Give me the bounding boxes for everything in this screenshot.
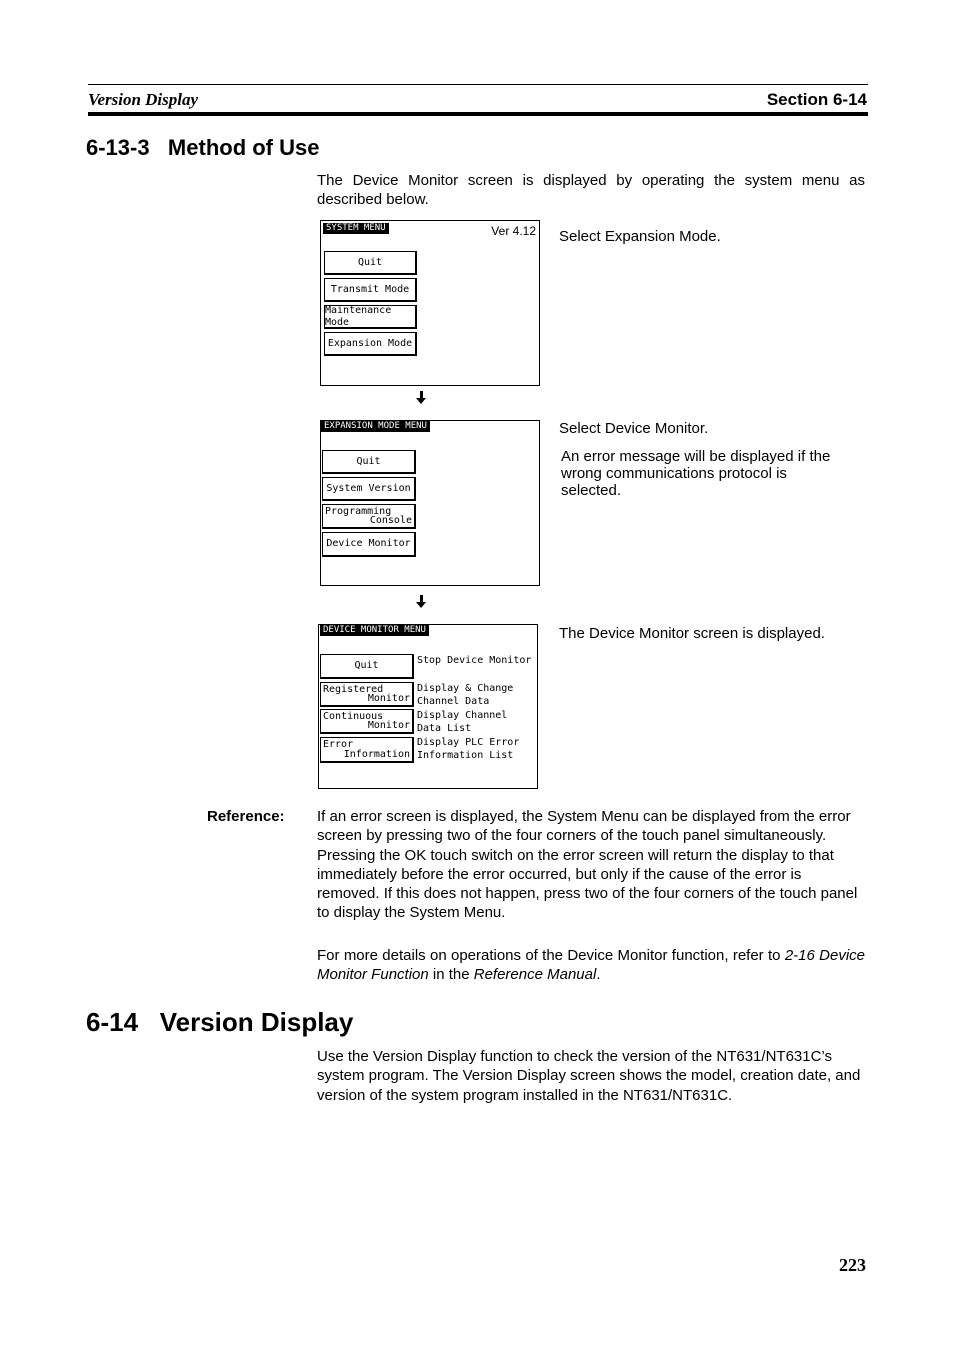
programming-console-button[interactable] xyxy=(322,504,416,529)
button-label-line2: Information xyxy=(343,749,410,760)
screen-title: EXPANSION MODE MENU xyxy=(321,421,430,432)
page-number: 223 xyxy=(839,1255,866,1275)
quit-button[interactable]: Quit xyxy=(320,654,414,679)
registered-monitor-desc-line1: Display & Change xyxy=(417,683,514,694)
device-monitor-button[interactable]: Device Monitor xyxy=(322,532,416,557)
version-label: Ver 4.12 xyxy=(491,224,536,238)
down-arrow-icon xyxy=(420,391,423,398)
button-label-line1: Error xyxy=(323,739,354,750)
expansion-mode-button[interactable]: Expansion Mode xyxy=(324,332,417,356)
button-label-line1: Continuous xyxy=(323,711,384,722)
reference-label: Reference: xyxy=(207,808,285,825)
screen-title: SYSTEM MENU xyxy=(323,223,389,234)
more-details-text: in the xyxy=(428,966,474,984)
caption-select-device-monitor: Select Device Monitor. xyxy=(559,420,709,437)
system-menu-screen xyxy=(320,220,540,386)
more-details-text: For more details on operations of the Device Monitor function, refer to xyxy=(317,947,785,964)
version-display-paragraph: Use the Version Display function to check the version of the NT631/NT631C’s system program. The Version Display screen shows the model, creation date, and version of the system program installed in the NT631/NT631C. xyxy=(317,1048,861,1104)
button-label-line1: Registered xyxy=(323,684,384,695)
button-label-line2: Console xyxy=(369,515,412,526)
caption-select-expansion-mode: Select Expansion Mode. xyxy=(559,228,721,245)
button-label-line1: Programming xyxy=(325,506,392,517)
reference-paragraph: If an error screen is displayed, the System Menu can be displayed from the error screen by pressing two of the four corners of the touch panel simultaneously. Pressing the OK touch switch on the error screen will return the display to that immediately before the error occurred, but only if the cause of the error is removed. If this does not happen, press two of the four corners of the touch panel to display the System Menu. xyxy=(317,808,858,922)
registered-monitor-desc-line2: Channel Data xyxy=(417,696,490,707)
stop-device-monitor-label: Stop Device Monitor xyxy=(417,655,532,666)
expansion-mode-menu-screen xyxy=(320,420,540,586)
quit-button[interactable]: Quit xyxy=(324,251,417,275)
caption-device-monitor-displayed: The Device Monitor screen is displayed. xyxy=(559,625,825,642)
maintenance-mode-button[interactable]: Maintenance Mode xyxy=(324,305,417,329)
error-information-button[interactable] xyxy=(320,737,414,763)
running-header-section: Section 6-14 xyxy=(766,90,867,109)
device-monitor-menu-screen xyxy=(318,624,538,789)
button-label-line2: Monitor xyxy=(367,693,410,704)
protocol-error-note: An error message will be displayed if the wrong communications protocol is selected. xyxy=(561,448,831,499)
registered-monitor-button[interactable] xyxy=(320,682,414,707)
running-header-title: Version Display xyxy=(88,90,199,109)
section-heading-version-display: 6-14 Version Display xyxy=(86,1007,354,1037)
down-arrow-head xyxy=(416,398,426,404)
system-version-button[interactable]: System Version xyxy=(322,477,416,501)
intro-paragraph: The Device Monitor screen is displayed by operating the system menu as described below. xyxy=(317,172,865,209)
error-information-desc-line2: Information List xyxy=(417,750,514,761)
reference-section-link: 2-16 Device Monitor Function xyxy=(317,947,865,984)
continuous-monitor-desc-line1: Display Channel xyxy=(417,710,508,721)
down-arrow-head xyxy=(416,602,426,608)
transmit-mode-button[interactable]: Transmit Mode xyxy=(324,278,417,302)
quit-button[interactable]: Quit xyxy=(322,450,416,474)
reference-manual-title: Reference Manual xyxy=(473,966,597,984)
header-bottom-rule xyxy=(88,112,868,116)
header-top-rule xyxy=(88,84,868,85)
more-details-text: . xyxy=(596,966,601,984)
continuous-monitor-button[interactable] xyxy=(320,709,414,734)
button-label-line2: Monitor xyxy=(367,720,410,731)
continuous-monitor-desc-line2: Data List xyxy=(417,723,472,734)
error-information-desc-line1: Display PLC Error xyxy=(417,737,520,748)
more-details-paragraph xyxy=(317,946,865,985)
down-arrow-icon xyxy=(420,595,423,602)
screen-title: DEVICE MONITOR MENU xyxy=(320,625,429,636)
section-heading-method-of-use: 6-13-3 Method of Use xyxy=(86,135,320,160)
